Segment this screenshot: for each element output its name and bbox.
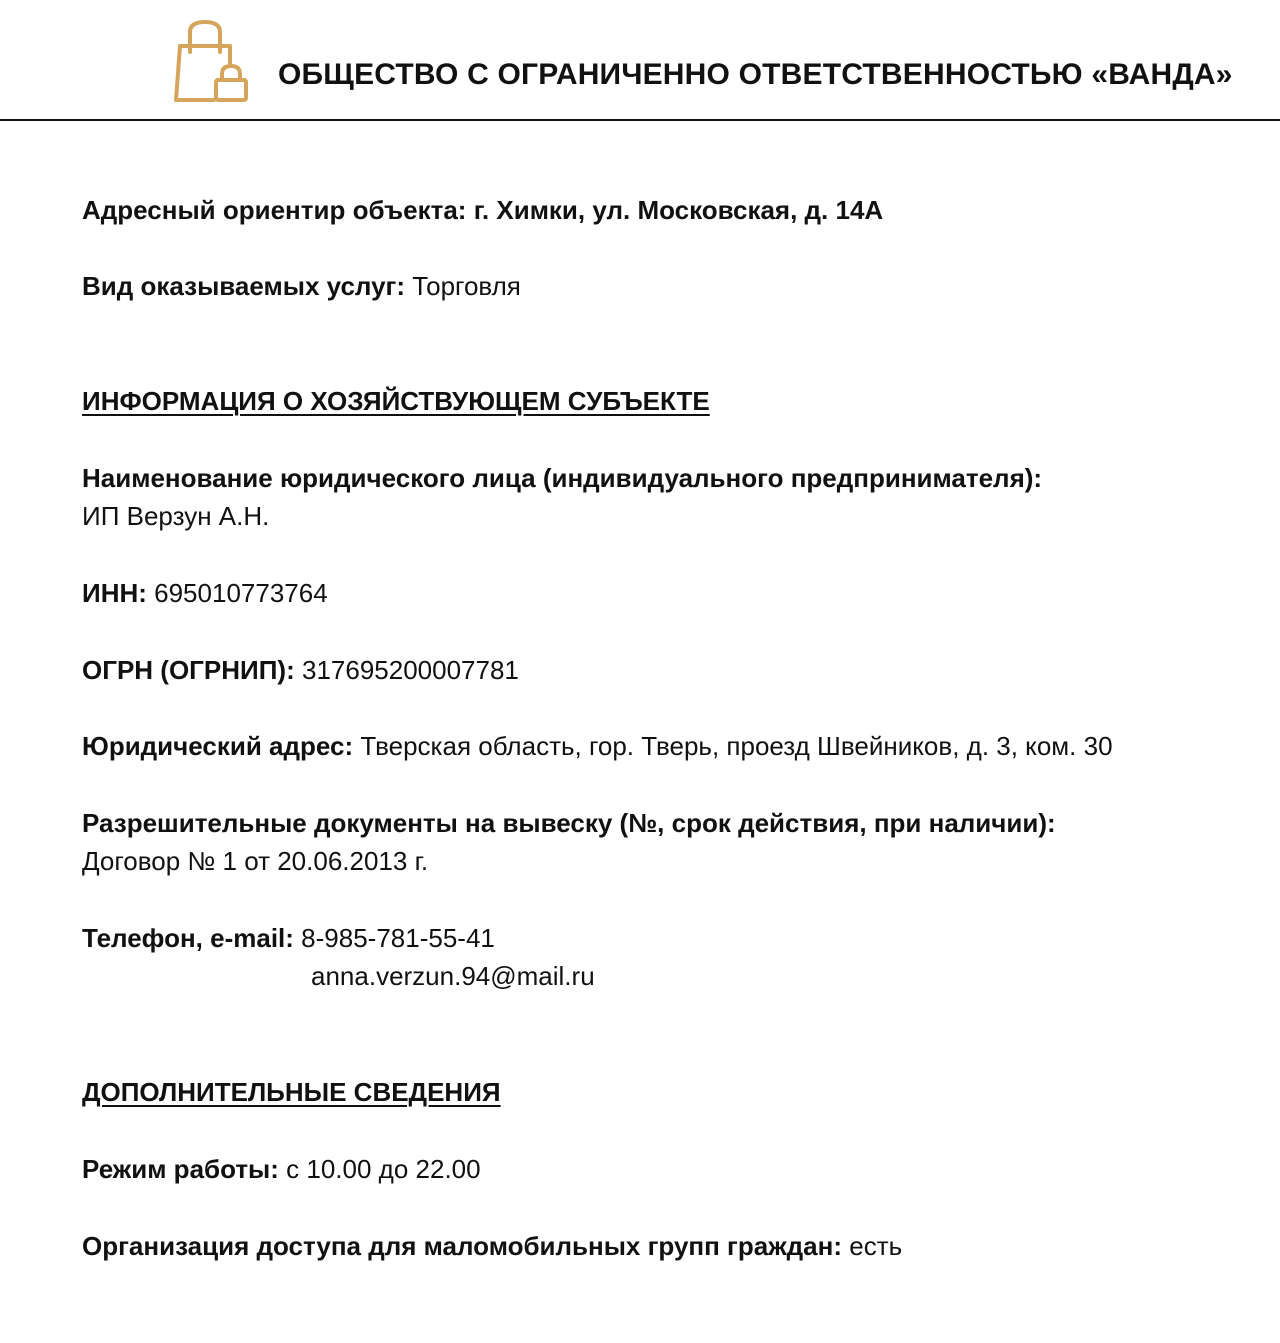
permits-value: Договор № 1 от 20.06.2013 г. [82, 846, 429, 876]
extra-section-title: ДОПОЛНИТЕЛЬНЫЕ СВЕДЕНИЯ [82, 1077, 501, 1107]
ogrn-value: 317695200007781 [301, 655, 519, 685]
inn-label: ИНН: [82, 578, 147, 608]
contact-row [82, 919, 495, 957]
company-title: ОБЩЕСТВО С ОГРАНИЧЕННО ОТВЕТСТВЕННОСТЬЮ «ВАНДА» [278, 58, 1233, 91]
entity-name-value: ИП Верзун А.Н. [82, 501, 270, 531]
ogrn-row [82, 651, 519, 689]
hours-row [82, 1150, 481, 1188]
accessibility-value: есть [849, 1231, 903, 1261]
legal-address-label: Юридический адрес: [82, 731, 354, 761]
legal-address-row [82, 727, 1113, 765]
document-header [0, 0, 1280, 121]
services-value: Торговля [412, 271, 521, 301]
phone-value: 8-985-781-55-41 [301, 923, 495, 953]
email-value: anna.verzun.94@mail.ru [311, 961, 595, 991]
accessibility-label: Организация доступа для маломобильных групп граждан: [82, 1231, 842, 1261]
services-label: Вид оказываемых услуг: [82, 271, 406, 301]
hours-value: с 10.00 до 22.00 [286, 1154, 481, 1184]
entity-section-title: ИНФОРМАЦИЯ О ХОЗЯЙСТВУЮЩЕМ СУБЪЕКТЕ [82, 386, 710, 416]
ogrn-label: ОГРН (ОГРНИП): [82, 655, 295, 685]
inn-row [82, 574, 328, 612]
services-row [82, 267, 521, 305]
object-address: Адресный ориентир объекта: г. Химки, ул. Московская, д. 14А [82, 195, 884, 225]
shopping-bag-lock-icon [170, 18, 250, 104]
contact-label: Телефон, e-mail: [82, 923, 294, 953]
legal-address-value: Тверская область, гор. Тверь, проезд Швейников, д. 3, ком. 30 [360, 731, 1113, 761]
permits-label: Разрешительные документы на вывеску (№, срок действия, при наличии): [82, 808, 1056, 838]
hours-label: Режим работы: [82, 1154, 279, 1184]
inn-value: 695010773764 [154, 578, 328, 608]
entity-name-label: Наименование юридического лица (индивидуального предпринимателя): [82, 463, 1043, 493]
accessibility-row [82, 1227, 902, 1265]
